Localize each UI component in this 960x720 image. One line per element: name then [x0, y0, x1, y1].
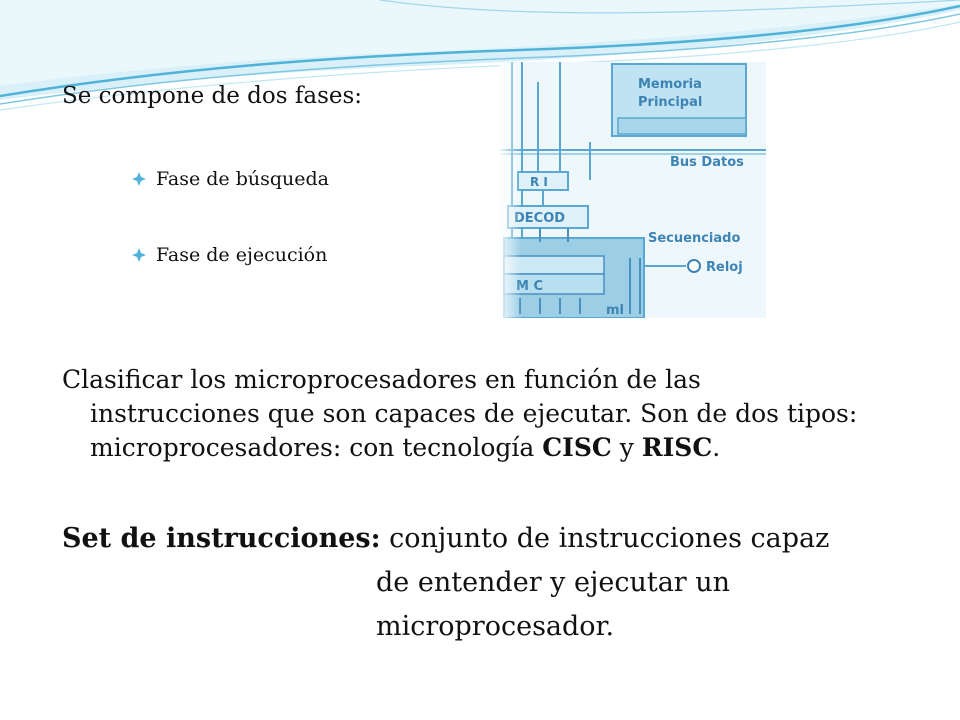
phase-label: Fase de búsqueda [156, 168, 329, 190]
paragraph-line: Clasificar los microprocesadores en función de las [62, 365, 701, 394]
paragraph-line: microprocesadores: con tecnología CISC y RISC. [90, 433, 721, 462]
diamond-bullet-icon [132, 248, 146, 262]
risc-term: RISC [641, 433, 713, 462]
intro-text: Se compone de dos fases: [62, 83, 363, 109]
instruction-set-definition [62, 517, 922, 649]
phase-label: Fase de ejecución [156, 244, 328, 266]
paragraph-line: instrucciones que son capaces de ejecutar. Son de dos tipos: [90, 399, 858, 428]
phase-item-busqueda [132, 168, 329, 190]
definition-line: microprocesador. [376, 611, 615, 642]
diamond-bullet-icon [132, 172, 146, 186]
phase-item-ejecucion [132, 244, 327, 266]
definition-term: Set de instrucciones: [62, 523, 381, 554]
cpu-diagram [500, 62, 766, 318]
cisc-term: CISC [542, 433, 612, 462]
definition-line: de entender y ejecutar un [376, 567, 731, 598]
classification-paragraph [62, 363, 922, 465]
definition-line: Set de instrucciones: conjunto de instrucciones capaz [62, 523, 830, 554]
